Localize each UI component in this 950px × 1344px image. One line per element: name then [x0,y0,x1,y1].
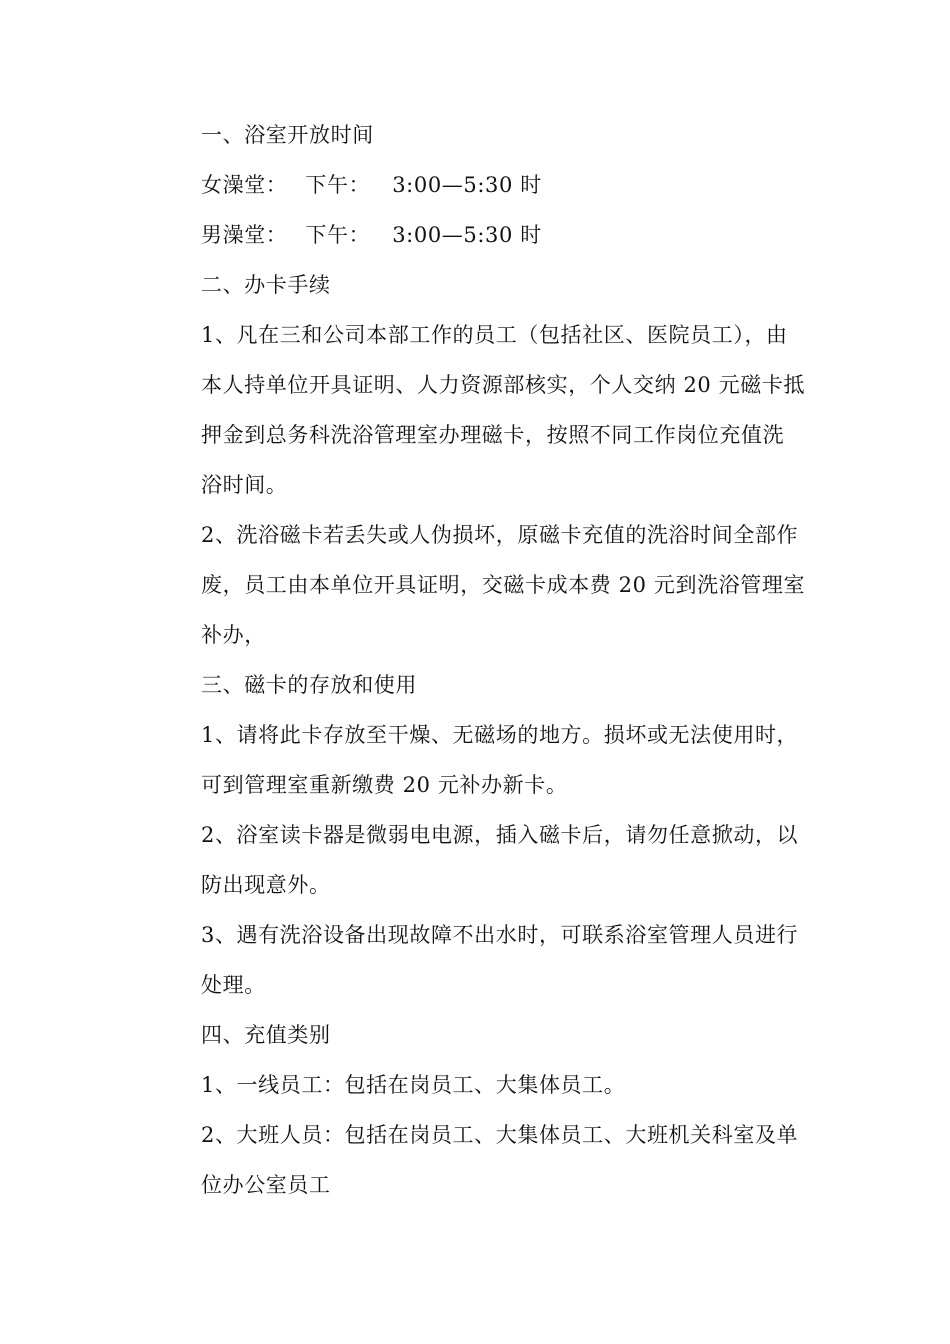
paragraph-line: 3、遇有洗浴设备出现故障不出水时，可联系浴室管理人员进行 [201,923,799,947]
paragraph-line: 2、大班人员：包括在岗员工、大集体员工、大班机关科室及单 [201,1123,799,1147]
hours-period: 下午： [305,223,371,247]
paragraph-line: 1、请将此卡存放至干燥、无磁场的地方。损坏或无法使用时， [201,723,799,747]
section-heading-recharge-types: 四、充值类别 [201,1023,331,1047]
paragraph-line: 可到管理室重新缴费 20 元补办新卡。 [201,773,568,797]
section-heading-card-storage: 三、磁卡的存放和使用 [201,673,417,697]
paragraph-line: 押金到总务科洗浴管理室办理磁卡，按照不同工作岗位充值洗 [201,423,785,447]
paragraph-line: 1、凡在三和公司本部工作的员工（包括社区、医院员工），由 [201,323,788,347]
paragraph-line: 处理。 [201,973,266,997]
paragraph-line: 本人持单位开具证明、人力资源部核实，个人交纳 20 元磁卡抵 [201,373,806,397]
paragraph-line: 位办公室员工 [201,1173,331,1197]
hours-time: 3:00—5:30 时 [392,223,542,247]
section-heading-opening-hours: 一、浴室开放时间 [201,123,374,147]
document-body [201,110,813,1210]
hours-row-men [201,210,813,260]
section-heading-card-procedure: 二、办卡手续 [201,273,331,297]
paragraph-line: 2、洗浴磁卡若丢失或人伪损坏，原磁卡充值的洗浴时间全部作 [201,523,799,547]
paragraph-line: 1、一线员工：包括在岗员工、大集体员工。 [201,1073,626,1097]
paragraph-line: 补办， [201,623,266,647]
hours-label: 男澡堂： [201,223,288,247]
paragraph-line: 废，员工由本单位开具证明，交磁卡成本费 20 元到洗浴管理室 [201,573,806,597]
hours-time: 3:00—5:30 时 [392,173,542,197]
paragraph-line: 防出现意外。 [201,873,331,897]
hours-row-women [201,160,813,210]
paragraph-line: 浴时间。 [201,473,288,497]
hours-label: 女澡堂： [201,173,288,197]
paragraph-line: 2、浴室读卡器是微弱电电源，插入磁卡后，请勿任意掀动，以 [201,823,799,847]
hours-period: 下午： [305,173,371,197]
